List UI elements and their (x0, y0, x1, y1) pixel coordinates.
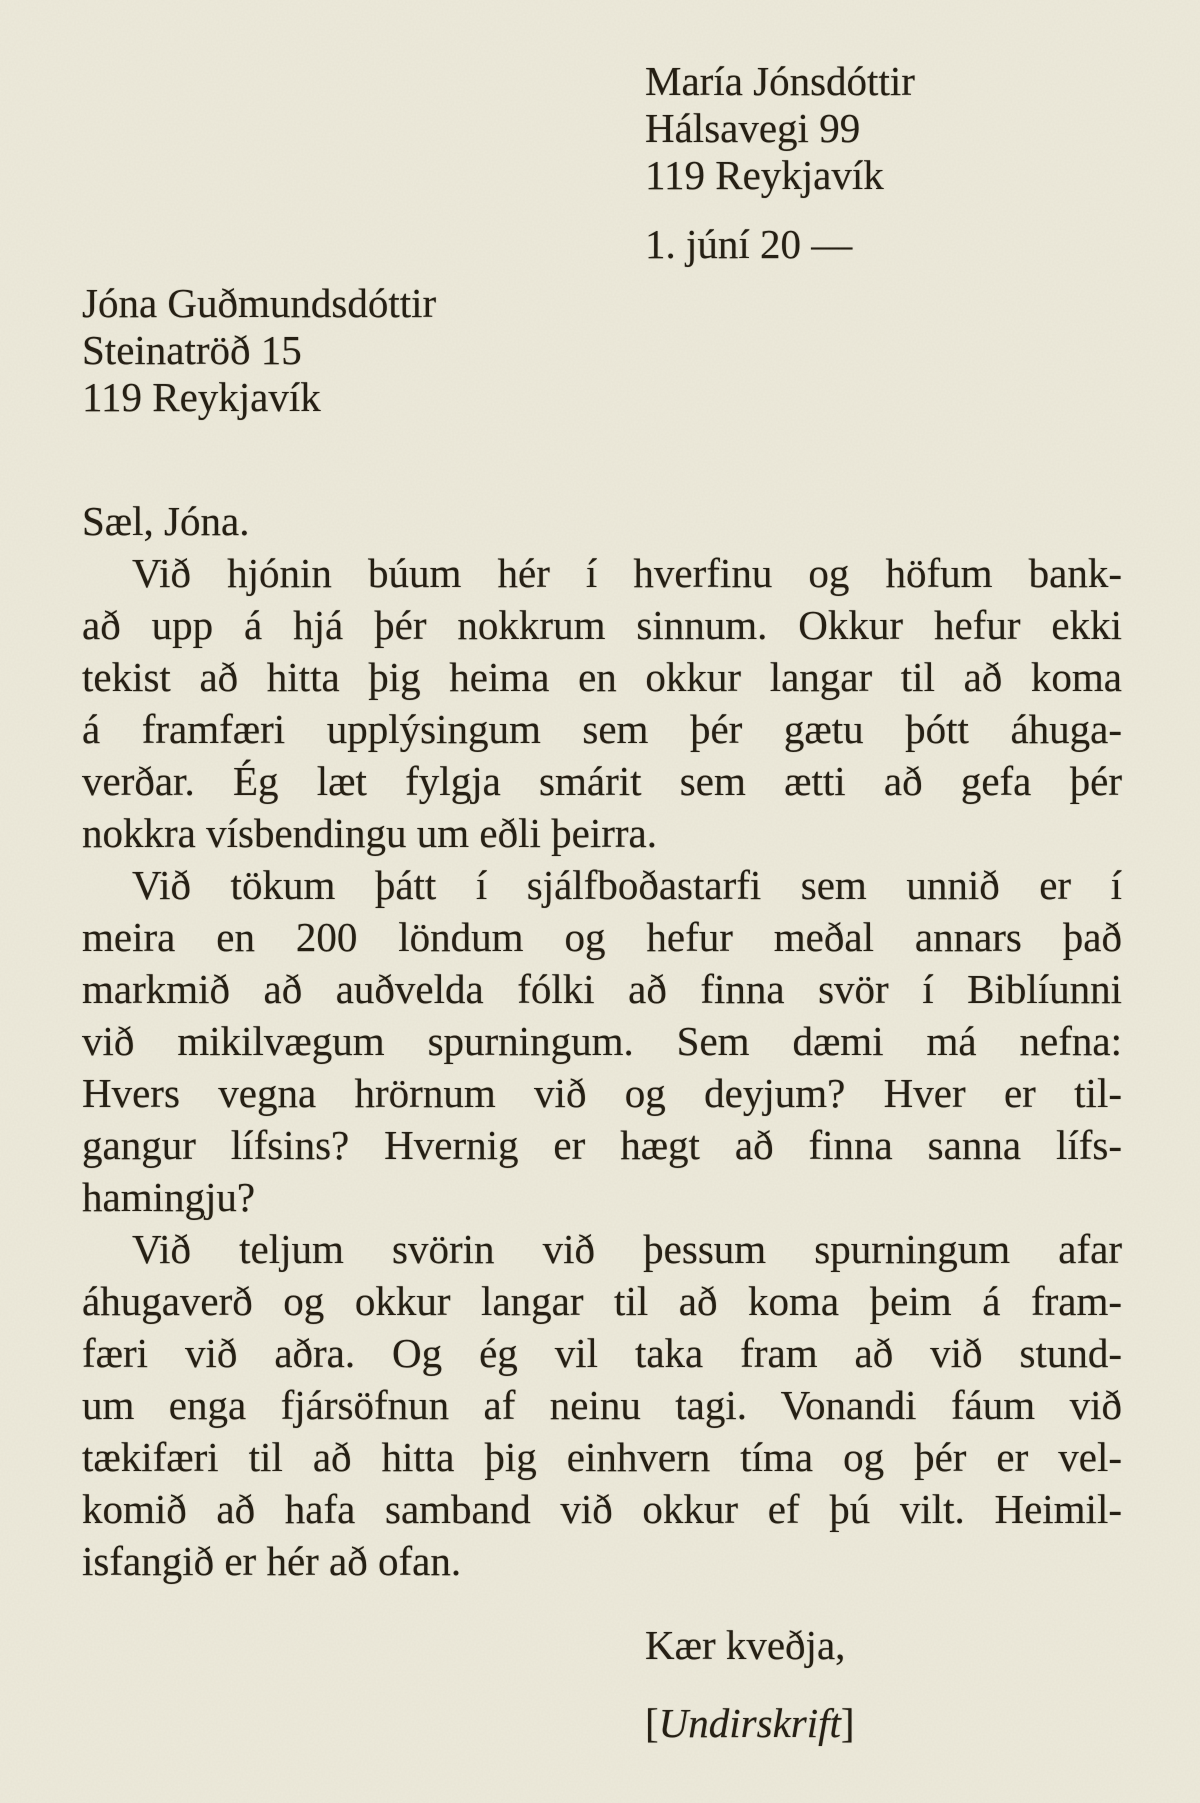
body-line: Hvers vegna hrörnum við og deyjum? Hver er til- (82, 1070, 1122, 1116)
body-line: Við tökum þátt í sjálfboðastarfi sem unnið er í (132, 862, 1122, 908)
body-line: að upp á hjá þér nokkrum sinnum. Okkur hefur ekki (82, 602, 1122, 648)
body-line: hamingju? (82, 1174, 256, 1220)
sender-name: María Jónsdóttir (645, 58, 915, 104)
body-line: tækifæri til að hitta þig einhvern tíma og þér er vel- (82, 1434, 1122, 1480)
signature-bracket-close: ] (840, 1700, 855, 1746)
paragraph (82, 547, 1122, 859)
recipient-address-block (82, 280, 1122, 421)
sender-city: 119 Reykjavík (645, 152, 884, 198)
date-line: 1. júní 20 — (645, 221, 853, 267)
sender-street: Hálsavegi 99 (645, 105, 861, 151)
body-line: Við hjónin búum hér í hverfinu og höfum bank- (132, 550, 1122, 596)
body-line: nokkra vísbendingu um eðli þeirra. (82, 810, 658, 856)
paragraph (82, 1223, 1122, 1587)
paragraph (82, 859, 1122, 1223)
body-line: tekist að hitta þig heima en okkur langar til að koma (82, 654, 1122, 700)
body-line: meira en 200 löndum og hefur meðal annars það (82, 914, 1122, 960)
body-line: Við teljum svörin við þessum spurningum afar (132, 1226, 1122, 1272)
body-line: verðar. Ég læt fylgja smárit sem ætti að gefa þér (82, 758, 1122, 804)
body-line: komið að hafa samband við okkur ef þú vilt. Heimil- (82, 1486, 1122, 1532)
body-line: markmið að auðvelda fólki að finna svör í Biblíunni (82, 966, 1122, 1012)
closing-block (645, 1619, 1122, 1749)
recipient-street: Steinatröð 15 (82, 327, 302, 373)
signature-bracket-open: [ (645, 1700, 659, 1746)
body-line: færi við aðra. Og ég vil taka fram að við stund- (82, 1330, 1122, 1376)
body-line: við mikilvægum spurningum. Sem dæmi má nefna: (82, 1018, 1122, 1064)
letter-body (82, 547, 1122, 1587)
recipient-name: Jóna Guðmundsdóttir (82, 280, 437, 326)
body-line: um enga fjársöfnun af neinu tagi. Vonandi fáum við (82, 1382, 1122, 1428)
body-line: gangur lífsins? Hvernig er hægt að finna sanna lífs- (82, 1122, 1122, 1168)
signoff: Kær kveðja, (645, 1622, 846, 1668)
body-line: áhugaverð og okkur langar til að koma þeim á fram- (82, 1278, 1122, 1324)
signature-text: Undirskrift (658, 1700, 841, 1746)
sender-address-block (645, 58, 1122, 199)
body-line: isfangið er hér að ofan. (82, 1538, 462, 1584)
salutation: Sæl, Jóna. (82, 498, 250, 544)
signature-placeholder (645, 1697, 1122, 1749)
letter-content (82, 0, 1122, 1749)
recipient-city: 119 Reykjavík (82, 374, 321, 420)
body-line: á framfæri upplýsingum sem þér gætu þótt áhuga- (82, 706, 1122, 752)
